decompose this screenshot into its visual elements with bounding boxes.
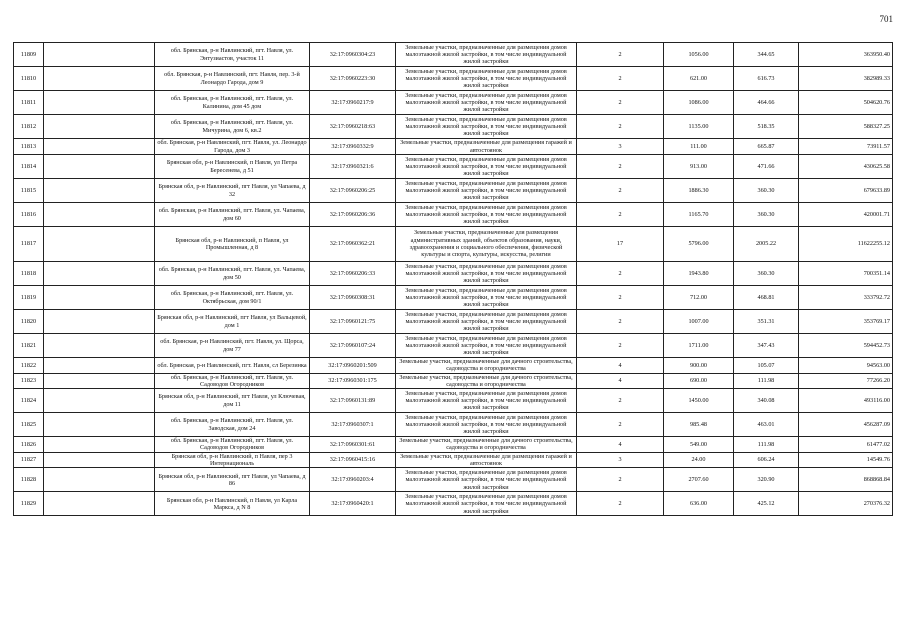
cadastral-cost-cell: 11622255.12 (799, 227, 893, 262)
address-cell: Брянская обл, р-н Навлинский, п Навля, ул Промышленная, д 8 (155, 227, 310, 262)
cadastral-cost-cell: 77266.20 (799, 373, 893, 389)
group-number-cell: 4 (577, 358, 664, 374)
unit-price-cell: 351.31 (734, 310, 799, 334)
unit-price-cell: 111.98 (734, 437, 799, 453)
cadastral-number-cell: 32:17:0960107:24 (310, 334, 396, 358)
table-row (14, 373, 893, 389)
row-id: 11823 (14, 373, 44, 389)
address-cell: обл. Брянская, р-н Навлинский, пгт. Навля, ул. Мичурина, дом 6, кв.2 (155, 115, 310, 139)
land-use-cell: Земельные участки, предназначенные для размещения домов малоэтажной жилой застройки, в том числе индивидуальной жилой застройки (396, 155, 577, 179)
cadastral-cost-cell: 456287.09 (799, 413, 893, 437)
land-use-cell: Земельные участки, предназначенные для размещения домов малоэтажной жилой застройки, в том числе индивидуальной жилой застройки (396, 310, 577, 334)
area-cell: 1086.00 (664, 91, 734, 115)
area-cell: 1450.00 (664, 389, 734, 413)
unit-price-cell: 360.30 (734, 179, 799, 203)
land-use-cell: Земельные участки, предназначенные для размещения домов малоэтажной жилой застройки, в том числе индивидуальной жилой застройки (396, 115, 577, 139)
spacer-cell (44, 155, 155, 179)
cadastral-number-cell: 32:17:0960206:33 (310, 262, 396, 286)
cadastral-cost-cell: 868868.84 (799, 468, 893, 492)
row-id: 11816 (14, 203, 44, 227)
cadastral-cost-cell: 420001.71 (799, 203, 893, 227)
land-use-cell: Земельные участки, предназначенные для размещения домов малоэтажной жилой застройки, в том числе индивидуальной жилой застройки (396, 468, 577, 492)
table-row (14, 91, 893, 115)
group-number-cell: 4 (577, 373, 664, 389)
cadastral-cost-cell: 594452.73 (799, 334, 893, 358)
spacer-cell (44, 373, 155, 389)
group-number-cell: 17 (577, 227, 664, 262)
land-use-cell: Земельные участки, предназначенные для размещения домов малоэтажной жилой застройки, в том числе индивидуальной жилой застройки (396, 91, 577, 115)
row-id: 11822 (14, 358, 44, 374)
group-number-cell: 4 (577, 437, 664, 453)
group-number-cell: 2 (577, 468, 664, 492)
spacer-cell (44, 468, 155, 492)
spacer-cell (44, 203, 155, 227)
table-body (14, 43, 893, 516)
area-cell: 1056.00 (664, 43, 734, 67)
table-row (14, 358, 893, 374)
table-row (14, 452, 893, 468)
table-row (14, 389, 893, 413)
spacer-cell (44, 91, 155, 115)
unit-price-cell: 425.12 (734, 492, 799, 516)
spacer-cell (44, 389, 155, 413)
unit-price-cell: 606.24 (734, 452, 799, 468)
area-cell: 1886.30 (664, 179, 734, 203)
cadastral-cost-cell: 73911.57 (799, 139, 893, 155)
cadastral-number-cell: 32:17:0960362:21 (310, 227, 396, 262)
spacer-cell (44, 437, 155, 453)
group-number-cell: 2 (577, 179, 664, 203)
land-use-cell: Земельные участки, предназначенные для размещения домов малоэтажной жилой застройки, в том числе индивидуальной жилой застройки (396, 492, 577, 516)
unit-price-cell: 344.65 (734, 43, 799, 67)
unit-price-cell: 347.43 (734, 334, 799, 358)
cadastral-number-cell: 32:17:0960307:1 (310, 413, 396, 437)
unit-price-cell: 464.66 (734, 91, 799, 115)
group-number-cell: 3 (577, 452, 664, 468)
group-number-cell: 2 (577, 286, 664, 310)
cadastral-number-cell: 32:17:0960217:9 (310, 91, 396, 115)
address-cell: обл. Брянская, р-н Навлинский, пгт. Навля, ул. Щорса, дом 77 (155, 334, 310, 358)
group-number-cell: 2 (577, 67, 664, 91)
cadastral-number-cell: 32:17:0960201:509 (310, 358, 396, 374)
table-row (14, 262, 893, 286)
row-id: 11826 (14, 437, 44, 453)
land-use-cell: Земельные участки, предназначенные для размещения гаражей и автостоянок (396, 452, 577, 468)
row-id: 11814 (14, 155, 44, 179)
cadastral-number-cell: 32:17:0960206:36 (310, 203, 396, 227)
cadastral-cost-cell: 270376.32 (799, 492, 893, 516)
cadastral-cost-cell: 588327.25 (799, 115, 893, 139)
land-use-cell: Земельные участки, предназначенные для размещения домов малоэтажной жилой застройки, в том числе индивидуальной жилой застройки (396, 286, 577, 310)
unit-price-cell: 518.35 (734, 115, 799, 139)
row-id: 11828 (14, 468, 44, 492)
unit-price-cell: 320.90 (734, 468, 799, 492)
spacer-cell (44, 286, 155, 310)
address-cell: обл. Брянская, р-н Навлинский, пгт. Навля, ул. Энтузиастов, участок 11 (155, 43, 310, 67)
address-cell: обл. Брянская, р-н Навлинский, пгт. Навля, ул. Октябрьская, дом 90/1 (155, 286, 310, 310)
area-cell: 712.00 (664, 286, 734, 310)
table-row (14, 437, 893, 453)
group-number-cell: 2 (577, 389, 664, 413)
cadastral-cost-cell: 493116.00 (799, 389, 893, 413)
cadastral-cost-cell: 363950.40 (799, 43, 893, 67)
row-id: 11809 (14, 43, 44, 67)
unit-price-cell: 471.66 (734, 155, 799, 179)
area-cell: 5796.00 (664, 227, 734, 262)
cadastral-number-cell: 32:17:0960223:30 (310, 67, 396, 91)
row-id: 11811 (14, 91, 44, 115)
spacer-cell (44, 179, 155, 203)
cadastral-cost-cell: 430625.58 (799, 155, 893, 179)
land-use-cell: Земельные участки, предназначенные для размещения административных зданий, объектов образования, науки, здравоохранения и социального обеспечения, физической культуры и спорта, культуры, искусства, религии (396, 227, 577, 262)
table-row (14, 139, 893, 155)
table-row (14, 468, 893, 492)
land-use-cell: Земельные участки, предназначенные для дачного строительства, садоводства и огородничества (396, 358, 577, 374)
spacer-cell (44, 492, 155, 516)
table-row (14, 179, 893, 203)
row-id: 11812 (14, 115, 44, 139)
unit-price-cell: 340.08 (734, 389, 799, 413)
cadastral-number-cell: 32:17:0960332:9 (310, 139, 396, 155)
group-number-cell: 2 (577, 413, 664, 437)
address-cell: обл. Брянская, р-н Навлинский, пгт. Навля, ул. Садоводов Огородников (155, 373, 310, 389)
table-row (14, 155, 893, 179)
area-cell: 913.00 (664, 155, 734, 179)
spacer-cell (44, 334, 155, 358)
row-id: 11810 (14, 67, 44, 91)
cadastral-number-cell: 32:17:0960131:89 (310, 389, 396, 413)
table-row (14, 286, 893, 310)
cadastral-cost-cell: 679633.89 (799, 179, 893, 203)
area-cell: 636.00 (664, 492, 734, 516)
spacer-cell (44, 310, 155, 334)
unit-price-cell: 665.87 (734, 139, 799, 155)
group-number-cell: 2 (577, 334, 664, 358)
area-cell: 111.00 (664, 139, 734, 155)
spacer-cell (44, 262, 155, 286)
unit-price-cell: 2005.22 (734, 227, 799, 262)
spacer-cell (44, 227, 155, 262)
address-cell: обл. Брянская, р-н Навлинский, пгт. Навля, ул. Садоводов Огородников (155, 437, 310, 453)
row-id: 11813 (14, 139, 44, 155)
area-cell: 621.00 (664, 67, 734, 91)
spacer-cell (44, 43, 155, 67)
land-use-cell: Земельные участки, предназначенные для размещения гаражей и автостоянок (396, 139, 577, 155)
address-cell: Брянская обл, р-н Навлинский, пгт Навля, ул Чапаева, д 86 (155, 468, 310, 492)
group-number-cell: 2 (577, 115, 664, 139)
area-cell: 549.00 (664, 437, 734, 453)
table-row (14, 115, 893, 139)
address-cell: Брянская обл, р-н Навлинский, п Навля, пер 3 Интернациональ (155, 452, 310, 468)
cadastral-number-cell: 32:17:0960218:63 (310, 115, 396, 139)
area-cell: 900.00 (664, 358, 734, 374)
area-cell: 985.48 (664, 413, 734, 437)
cadastral-number-cell: 32:17:0960304:23 (310, 43, 396, 67)
address-cell: обл. Брянская, р-н Навлинский, пгт. Навля, сл Березинка (155, 358, 310, 374)
cadastral-number-cell: 32:17:0960415:16 (310, 452, 396, 468)
group-number-cell: 3 (577, 139, 664, 155)
area-cell: 24.00 (664, 452, 734, 468)
address-cell: обл. Брянская, р-н Навлинский, пгт. Навля, ул. Чапаева, дом 50 (155, 262, 310, 286)
cadastral-number-cell: 32:17:0960420:1 (310, 492, 396, 516)
group-number-cell: 2 (577, 43, 664, 67)
cadastral-number-cell: 32:17:0960206:25 (310, 179, 396, 203)
row-id: 11819 (14, 286, 44, 310)
cadastral-cost-cell: 61477.02 (799, 437, 893, 453)
area-cell: 1007.00 (664, 310, 734, 334)
unit-price-cell: 111.98 (734, 373, 799, 389)
unit-price-cell: 468.81 (734, 286, 799, 310)
cadastral-number-cell: 32:17:0960203:4 (310, 468, 396, 492)
spacer-cell (44, 452, 155, 468)
area-cell: 1943.80 (664, 262, 734, 286)
unit-price-cell: 360.30 (734, 203, 799, 227)
row-id: 11815 (14, 179, 44, 203)
land-use-cell: Земельные участки, предназначенные для размещения домов малоэтажной жилой застройки, в том числе индивидуальной жилой застройки (396, 179, 577, 203)
table-row (14, 413, 893, 437)
group-number-cell: 2 (577, 310, 664, 334)
group-number-cell: 2 (577, 262, 664, 286)
table-row (14, 310, 893, 334)
land-use-cell: Земельные участки, предназначенные для размещения домов малоэтажной жилой застройки, в том числе индивидуальной жилой застройки (396, 334, 577, 358)
cadastral-number-cell: 32:17:0960301:175 (310, 373, 396, 389)
group-number-cell: 2 (577, 203, 664, 227)
cadastral-cost-cell: 504620.76 (799, 91, 893, 115)
address-cell: Брянская обл, р-н Навлинский, п Навля, ул Карла Маркса, д N 8 (155, 492, 310, 516)
land-use-cell: Земельные участки, предназначенные для размещения домов малоэтажной жилой застройки, в том числе индивидуальной жилой застройки (396, 43, 577, 67)
table-row (14, 43, 893, 67)
spacer-cell (44, 413, 155, 437)
row-id: 11821 (14, 334, 44, 358)
group-number-cell: 2 (577, 91, 664, 115)
land-use-cell: Земельные участки, предназначенные для размещения домов малоэтажной жилой застройки, в том числе индивидуальной жилой застройки (396, 413, 577, 437)
address-cell: Брянская обл, р-н Навлинский, пгт Навля, ул Чапаева, д 32 (155, 179, 310, 203)
area-cell: 1711.00 (664, 334, 734, 358)
land-use-cell: Земельные участки, предназначенные для размещения домов малоэтажной жилой застройки, в том числе индивидуальной жилой застройки (396, 262, 577, 286)
cadastral-cost-cell: 14549.76 (799, 452, 893, 468)
cadastral-cost-cell: 700351.14 (799, 262, 893, 286)
land-use-cell: Земельные участки, предназначенные для дачного строительства, садоводства и огородничества (396, 437, 577, 453)
area-cell: 2707.60 (664, 468, 734, 492)
land-registry-table (13, 42, 893, 516)
group-number-cell: 2 (577, 155, 664, 179)
row-id: 11818 (14, 262, 44, 286)
address-cell: Брянская обл, р-н Навлинский, пгт Навля, ул Ключевая, дом 11 (155, 389, 310, 413)
table-row (14, 67, 893, 91)
cadastral-number-cell: 32:17:0960321:6 (310, 155, 396, 179)
address-cell: Брянская обл, р-н Навлинский, пгт Навля, ул Вальцевой, дом 1 (155, 310, 310, 334)
area-cell: 1135.00 (664, 115, 734, 139)
group-number-cell: 2 (577, 492, 664, 516)
table-row (14, 492, 893, 516)
address-cell: обл. Брянская, р-н Навлинский, пгт. Навля, пер. 3-й Леонардо Гарода, дом 9 (155, 67, 310, 91)
cadastral-number-cell: 32:17:0960121:75 (310, 310, 396, 334)
table-row (14, 227, 893, 262)
cadastral-number-cell: 32:17:0960301:61 (310, 437, 396, 453)
land-use-cell: Земельные участки, предназначенные для размещения домов малоэтажной жилой застройки, в том числе индивидуальной жилой застройки (396, 203, 577, 227)
row-id: 11820 (14, 310, 44, 334)
cadastral-cost-cell: 333792.72 (799, 286, 893, 310)
table-row (14, 203, 893, 227)
address-cell: обл. Брянская, р-н Навлинский, пгт. Навля, ул. Чапаева, дом 60 (155, 203, 310, 227)
row-id: 11825 (14, 413, 44, 437)
unit-price-cell: 463.01 (734, 413, 799, 437)
area-cell: 1165.70 (664, 203, 734, 227)
spacer-cell (44, 115, 155, 139)
land-use-cell: Земельные участки, предназначенные для размещения домов малоэтажной жилой застройки, в том числе индивидуальной жилой застройки (396, 389, 577, 413)
page-number: 701 (879, 14, 893, 24)
spacer-cell (44, 67, 155, 91)
land-use-cell: Земельные участки, предназначенные для размещения домов малоэтажной жилой застройки, в том числе индивидуальной жилой застройки (396, 67, 577, 91)
unit-price-cell: 105.07 (734, 358, 799, 374)
spacer-cell (44, 139, 155, 155)
unit-price-cell: 616.73 (734, 67, 799, 91)
land-use-cell: Земельные участки, предназначенные для дачного строительства, садоводства и огородничества (396, 373, 577, 389)
unit-price-cell: 360.30 (734, 262, 799, 286)
cadastral-cost-cell: 94563.00 (799, 358, 893, 374)
address-cell: Брянская обл, р-н Навлинский, п Навля, ул Петра Бересенева, д 51 (155, 155, 310, 179)
address-cell: обл. Брянская, р-н Навлинский, пгт. Навля, ул. Заводская, дом 24 (155, 413, 310, 437)
area-cell: 690.00 (664, 373, 734, 389)
cadastral-number-cell: 32:17:0960308:31 (310, 286, 396, 310)
cadastral-cost-cell: 382989.33 (799, 67, 893, 91)
row-id: 11829 (14, 492, 44, 516)
address-cell: обл. Брянская, р-н Навлинский, пгт. Навля, ул. Калинина, дом 45 дом (155, 91, 310, 115)
table-row (14, 334, 893, 358)
row-id: 11824 (14, 389, 44, 413)
spacer-cell (44, 358, 155, 374)
cadastral-cost-cell: 353769.17 (799, 310, 893, 334)
row-id: 11827 (14, 452, 44, 468)
address-cell: обл. Брянская, р-н Навлинский, пгт. Навля, ул. Леонардо Гарода, дом 3 (155, 139, 310, 155)
row-id: 11817 (14, 227, 44, 262)
